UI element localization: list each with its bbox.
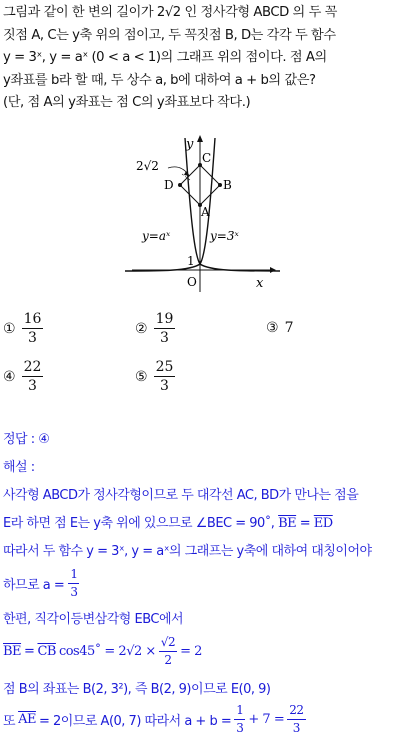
choice-2-denominator: 3: [160, 330, 169, 346]
root2-numerator: √2: [159, 636, 177, 652]
choice-3-value: 7: [284, 320, 294, 336]
root2-denominator: 2: [164, 653, 172, 667]
choice-5-numerator: 25: [155, 359, 174, 375]
choice-4-mark: ④: [3, 368, 16, 385]
final-answer-denominator: 3: [292, 721, 300, 735]
choice-4-fraction: [22, 360, 44, 393]
choice-4-numerator: 22: [23, 359, 42, 375]
choice-1-mark: ①: [3, 320, 16, 337]
point-a-label: A: [201, 205, 210, 219]
a-value-denominator: 3: [70, 585, 78, 599]
question-line-5: (단, 점 A의 y좌표는 점 C의 y좌표보다 작다.): [3, 95, 251, 111]
one-third-fraction: [234, 704, 245, 735]
choice-1-denominator: 3: [28, 330, 37, 346]
a-value-fraction: [68, 568, 79, 599]
curve-right-label: y=3ˣ: [210, 229, 239, 243]
root2-over-2-fraction: [159, 636, 177, 667]
segment-ed: $\overline{ED}$: [313, 516, 333, 531]
choice-5[interactable]: [135, 360, 175, 393]
choice-5-fraction: [154, 360, 176, 393]
explanation-line-10-text: = 2이므로 A(0, 7) 따라서 a + b =: [38, 714, 232, 729]
choice-5-denominator: 3: [160, 378, 169, 394]
explanation-line-6-text: 하므로 a =: [3, 578, 65, 593]
point-c-label: C: [202, 151, 212, 165]
choice-2[interactable]: [135, 312, 175, 345]
equals-sign-2: =: [24, 644, 35, 659]
question-text: [3, 2, 399, 115]
explanation-line-4-text: E라 하면 점 E는 y축 위에 있으므로 ∠BEC = 90˚,: [3, 516, 279, 531]
choice-1[interactable]: [3, 312, 43, 345]
be-result: = 2: [180, 644, 202, 659]
choice-3[interactable]: [266, 320, 293, 336]
choice-3-mark: ③: [266, 320, 279, 336]
explanation-line-7: 한편, 직각이등변삼각형 EBC에서: [3, 612, 184, 627]
explanation-line-6: [3, 568, 79, 599]
curve-left-label: y=aˣ: [142, 229, 171, 243]
question-line-3: y = 3ˣ, y = aˣ (0 < a < 1)의 그래프 위의 점이다. 점 A의: [3, 50, 327, 66]
segment-be: $\overline{BE}$: [278, 516, 297, 531]
choice-1-fraction: [22, 312, 44, 345]
one-third-numerator: 1: [234, 704, 245, 720]
explanation-line-3: 사각형 ABCD가 정사각형이므로 두 대각선 AC, BD가 만나는 점을: [3, 488, 359, 503]
y-axis-label: y: [186, 137, 194, 152]
explanation-line-10: [3, 704, 306, 735]
point-d-label: D: [164, 178, 174, 192]
plus-seven: + 7 =: [248, 712, 285, 727]
x-axis-label: x: [256, 276, 264, 291]
explanation-line-9: 점 B의 좌표는 B(2, 3²), 즉 B(2, 9)이므로 E(0, 9): [3, 682, 271, 697]
final-answer-numerator: 22: [287, 704, 305, 720]
side-length-label: 2√2: [136, 159, 159, 173]
segment-cb: $\overline{CB}$: [37, 644, 56, 659]
a-value-numerator: 1: [68, 568, 79, 584]
point-b-dot: [218, 183, 222, 187]
explanation-line-8: [3, 636, 202, 667]
choice-2-fraction: [154, 312, 176, 345]
choice-2-numerator: 19: [155, 311, 174, 327]
answer-line: 정답 : ④: [3, 432, 50, 447]
cos-expression: cos45˚ = 2√2 ×: [58, 644, 156, 659]
point-b-label: B: [223, 178, 232, 192]
graph-figure: [120, 130, 285, 300]
segment-be-2: $\overline{BE}$: [3, 644, 22, 659]
choice-4-denominator: 3: [28, 378, 37, 394]
equals-sign: =: [296, 516, 314, 531]
y-axis-arrow: [197, 135, 203, 142]
one-third-denominator: 3: [236, 721, 244, 735]
question-line-2: 짓점 A, C는 y축 위의 점이고, 두 꼭짓점 B, D는 각각 두 함수: [3, 27, 336, 43]
x-axis-arrow: [270, 267, 276, 273]
segment-ae: $\overline{AE}$: [18, 712, 36, 727]
question-line-4: y좌표를 b라 할 때, 두 상수 a, b에 대하여 a + b의 값은?: [3, 72, 316, 88]
explanation-heading: 해설 :: [3, 460, 35, 475]
side-length-pointer: [168, 167, 188, 174]
explanation-line-5: 따라서 두 함수 y = 3ˣ, y = aˣ의 그래프는 y축에 대하여 대칭이어야: [3, 544, 372, 559]
question-line-1: 그림과 같이 한 변의 길이가 2√2 인 정사각형 ABCD 의 두 꼭: [3, 5, 337, 20]
point-d-dot: [178, 183, 182, 187]
explanation-line-4: [3, 512, 333, 531]
choice-5-mark: ⑤: [135, 368, 148, 385]
choice-1-numerator: 16: [23, 311, 42, 327]
one-label: 1: [187, 254, 195, 268]
choice-2-mark: ②: [135, 320, 148, 337]
explanation-line-10-prefix: 또: [3, 714, 16, 729]
choice-4[interactable]: [3, 360, 43, 393]
origin-label: O: [187, 275, 197, 289]
final-answer-fraction: [287, 704, 305, 735]
